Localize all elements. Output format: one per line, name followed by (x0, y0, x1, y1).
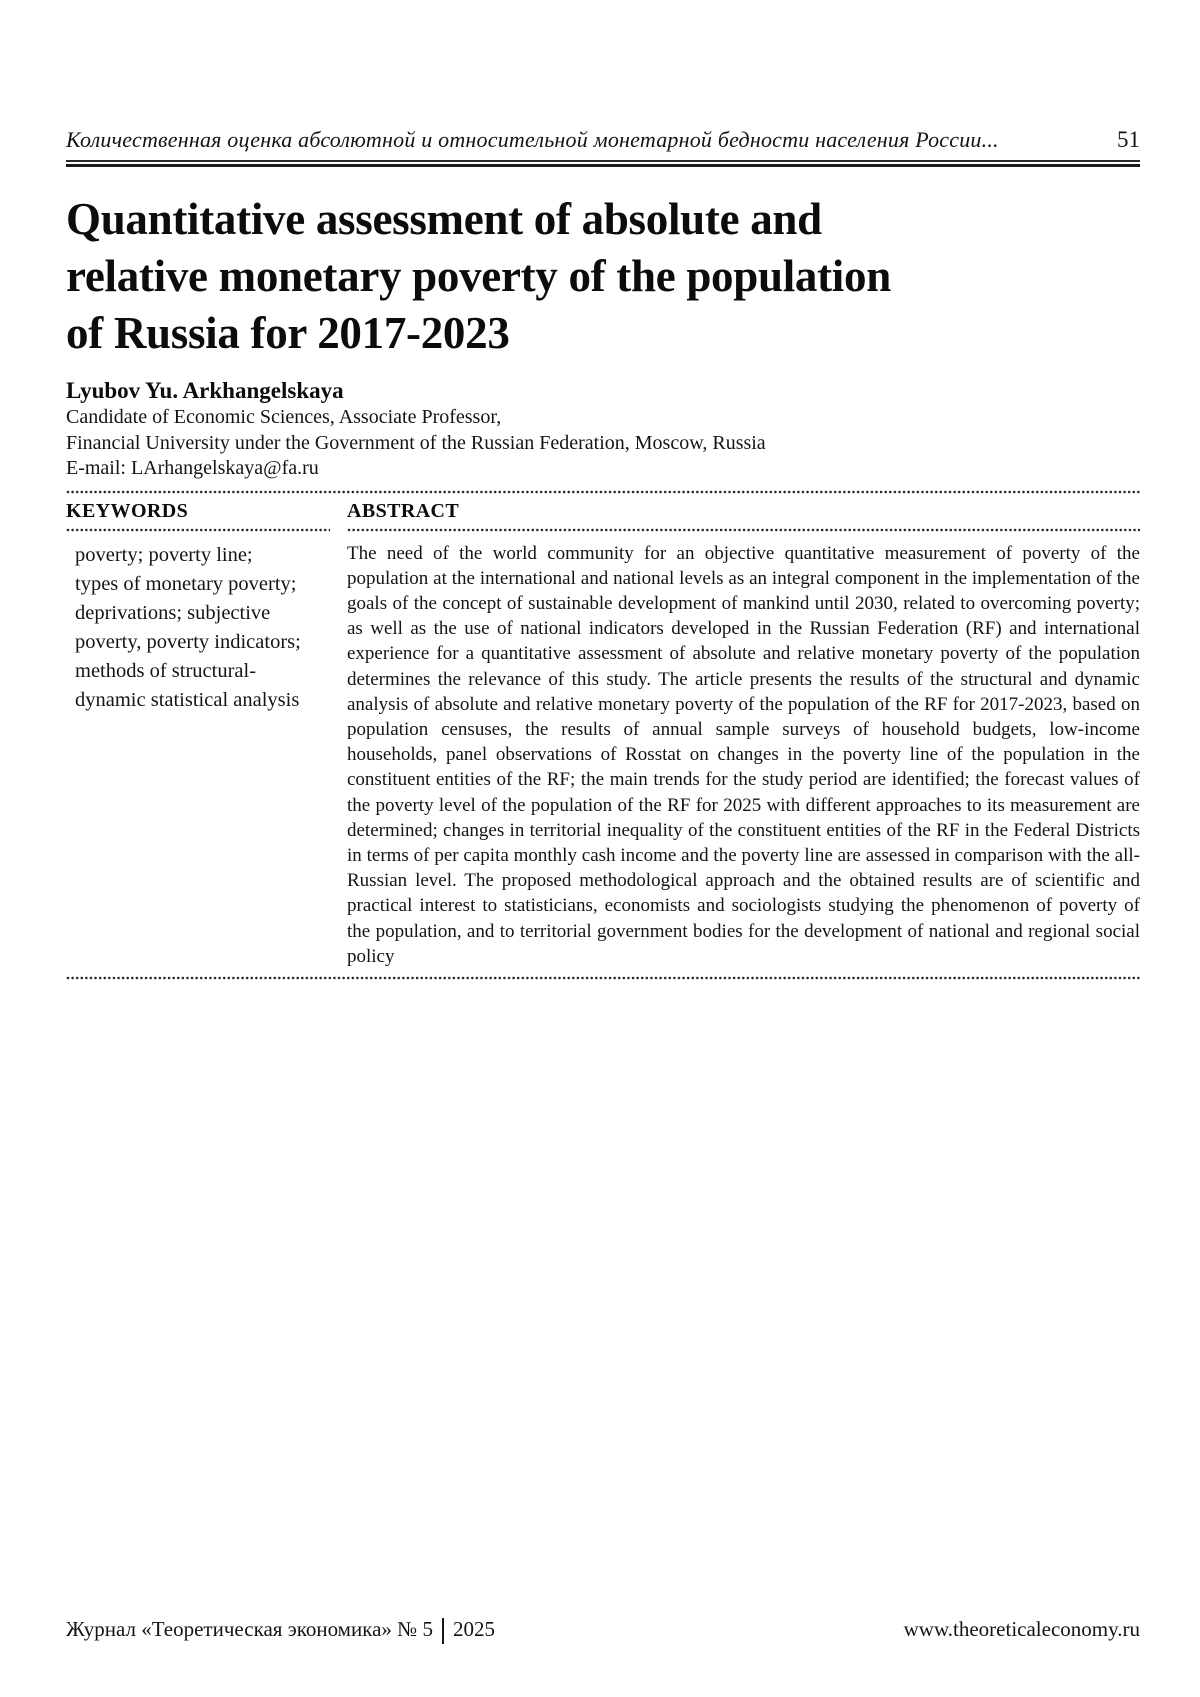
article-title-line-3: of Russia for 2017-2023 (66, 308, 510, 358)
footer-journal-info (66, 1616, 495, 1642)
keyword-line: poverty, poverty indicators; (75, 630, 301, 653)
keywords-column (66, 494, 330, 969)
dotted-rule-bottom (66, 976, 1140, 980)
keywords-list (66, 532, 330, 715)
keyword-line: methods of structural- (75, 659, 257, 682)
footer-year: 2025 (452, 1616, 495, 1641)
abstract-heading: ABSTRACT (347, 499, 460, 522)
author-email: E-mail: LArhangelskaya@fa.ru (66, 457, 319, 479)
keyword-line: poverty; poverty line; (75, 543, 253, 566)
footer-divider-bar (442, 1618, 444, 1644)
keyword-line: deprivations; subjective (75, 601, 271, 624)
author-affiliation: Financial University under the Government of the Russian Federation, Moscow, Russia (66, 431, 766, 454)
keywords-heading: KEYWORDS (66, 499, 189, 522)
author-name: Lyubov Yu. Arkhangelskaya (66, 378, 344, 403)
article-title-line-2: relative monetary poverty of the population (66, 251, 891, 301)
keywords-abstract-section (66, 494, 1140, 969)
running-head (66, 0, 1140, 153)
article-title (66, 191, 1140, 362)
abstract-text: The need of the world community for an objective quantitative measurement of poverty of the population at the international and national levels as an integral component in the implementation of the goals of the concept of sustainable development of mankind until 2030, related to overcoming poverty; as well as the use of national indicators developed in the Russian Federation (RF) and international experience for a quantitative assessment of absolute and relative monetary poverty of the population determines the relevance of this study. The article presents the results of the structural and dynamic analysis of absolute and relative monetary poverty of the population of the RF for 2017-2023, based on population censuses, the results of annual sample surveys of household budgets, low-income households, panel observations of Rosstat on changes in the poverty line of the population in the constituent entities of the RF; the main trends for the study period are identified; the forecast values of the poverty level of the population of the RF for 2025 with different approaches to its measurement are determined; changes in territorial inequality of the constituent entities of the RF in the Federal Districts in terms of per capita monthly cash income and the poverty line are assessed in comparison with the all-Russian level. The proposed methodological approach and the obtained results are of scientific and practical interest to statisticians, economists and sociologists studying the phenomenon of poverty of the population, and to territorial government bodies for the development of national and regional social policy (347, 542, 1140, 967)
keyword-line: dynamic statistical analysis (75, 688, 300, 711)
keyword-line: types of monetary poverty; (75, 572, 297, 595)
footer-journal-title: Журнал «Теоретическая экономика» № 5 (66, 1616, 433, 1641)
page-footer (66, 1616, 1140, 1642)
author-position: Candidate of Economic Sciences, Associate Professor, (66, 406, 502, 428)
header-rule (66, 160, 1140, 167)
page-number: 51 (1117, 127, 1140, 152)
running-head-title: Количественная оценка абсолютной и относительной монетарной бедности населения России... (66, 127, 999, 152)
article-title-line-1: Quantitative assessment of absolute and (66, 194, 822, 244)
footer-website-url: www.theoreticaleconomy.ru (903, 1616, 1140, 1641)
header-rule-thick-line (66, 164, 1140, 167)
abstract-column (347, 494, 1140, 969)
